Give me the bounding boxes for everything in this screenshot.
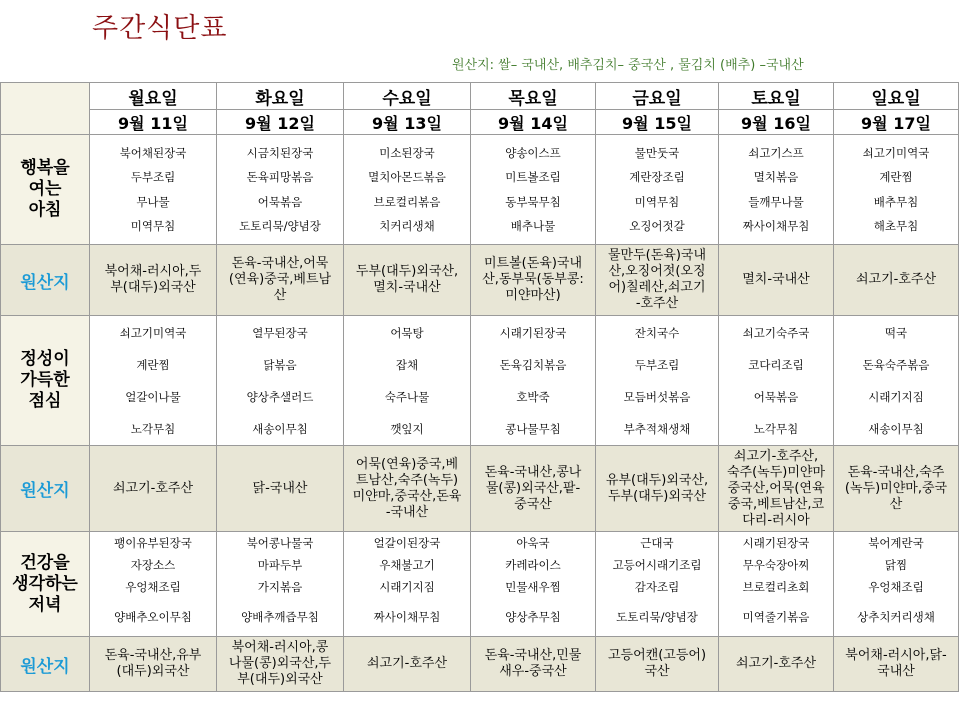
origin-text-line: 산,오징어젓(오징: [608, 264, 706, 279]
origin-text-line: 국내산: [877, 664, 915, 679]
menu-item: 미역무침: [634, 194, 680, 209]
menu-item: 새송이무침: [252, 421, 308, 436]
menu-item: 오징어젓갈: [629, 219, 685, 233]
origin-text-line: 북어채-러시아,콩: [231, 640, 329, 655]
menu-item: 해초무침: [873, 219, 919, 233]
date-header: 9월 14일: [471, 110, 596, 135]
origin-text-line: 쇠고기-호주산: [855, 272, 937, 287]
breakfast-row: [1, 135, 959, 245]
menu-item: 감자조림: [634, 580, 680, 594]
menu-item: 동부묵무침: [505, 194, 561, 209]
menu-item: 미소된장국: [379, 145, 435, 160]
menu-item: 북어계란국: [868, 536, 924, 550]
menu-cell: [596, 135, 719, 245]
origin-text-line: 트남산,숙주(녹두): [355, 472, 459, 488]
menu-item: 아욱국: [516, 536, 550, 550]
origin-text-line: 고등어캔(고등어): [607, 648, 707, 663]
menu-item: 열무된장국: [252, 325, 308, 340]
menu-item: 배추나물: [510, 219, 556, 233]
menu-cell: [90, 316, 217, 446]
menu-item: 새송이무침: [868, 421, 924, 436]
day-header: 화요일: [217, 83, 344, 110]
origin-text-line: (연육)중국,베트남: [228, 272, 332, 287]
menu-item: 얼갈이나물: [125, 389, 181, 404]
menu-cell: [344, 316, 471, 446]
menu-item: 짜사이채무침: [742, 219, 810, 233]
menu-item: 팽이유부된장국: [114, 536, 192, 550]
menu-item: 도토리묵/양념장: [616, 610, 698, 624]
origin-cell: [471, 245, 596, 316]
origin-text-line: 부(대두)외국산: [110, 280, 196, 295]
menu-item: 두부조림: [634, 357, 680, 372]
origin-text-line: 숙주(녹두)미얀마: [726, 464, 826, 480]
origin-text-line: 새우-중국산: [499, 664, 567, 679]
origin-text-line: 국산: [644, 664, 670, 679]
origin-text-line: 쇠고기-호주산,: [733, 448, 819, 464]
date-header: 9월 13일: [344, 110, 471, 135]
menu-item: 부추적채생채: [623, 421, 691, 436]
origin-cell: [344, 446, 471, 532]
menu-item: 우엉채조림: [868, 580, 924, 594]
origin-cell: [834, 637, 959, 692]
origin-text-line: 산: [889, 496, 903, 512]
menu-item: 돈육피망볶음: [246, 170, 314, 184]
origin-text-line: 중국산,어묵(연육: [727, 480, 825, 496]
menu-cell: [344, 135, 471, 245]
menu-item: 멸치볶음: [753, 170, 799, 184]
menu-item: 쇠고기스프: [748, 145, 804, 160]
menu-item: 멸치아몬드볶음: [368, 170, 446, 184]
lunch-label: [1, 316, 90, 446]
origin-cell: [719, 446, 834, 532]
origin-text-line: 어묵(연육)중국,베: [355, 456, 459, 472]
origin-text-line: 두부(대두)외국산: [607, 488, 707, 504]
menu-item: 시래기된장국: [742, 536, 810, 550]
origin-text-line: 물(콩)외국산,팥-: [485, 480, 581, 496]
menu-item: 자장소스: [130, 558, 176, 572]
meal-label-line: 여는: [28, 179, 62, 199]
menu-item: 쇠고기미역국: [119, 325, 187, 340]
menu-item: 짜사이채무침: [373, 610, 441, 624]
menu-item: 쇠고기숙주국: [742, 325, 810, 340]
menu-item: 시래기지짐: [868, 389, 924, 404]
origin-cell: [834, 245, 959, 316]
menu-item: 계란장조림: [629, 170, 685, 184]
menu-item: 콩나물무침: [505, 421, 561, 436]
origin-cell: [344, 637, 471, 692]
meal-label-line: 건강을: [20, 552, 70, 573]
origin-text-line: 중국산: [514, 496, 552, 512]
origin-text-line: -국내산: [385, 504, 429, 520]
menu-cell: [471, 532, 596, 637]
meal-label-line: 가득한: [20, 370, 70, 390]
menu-item: 시래기된장국: [499, 325, 567, 340]
menu-item: 마파두부: [257, 558, 303, 572]
menu-item: 브로컬리초회: [742, 580, 810, 594]
menu-item: 잔치국수: [634, 325, 680, 340]
origin-text-line: 나물(콩)외국산,두: [228, 656, 332, 671]
menu-cell: [719, 316, 834, 446]
origin-cell: [471, 637, 596, 692]
menu-item: 양배추오이무침: [114, 610, 192, 624]
menu-cell: [471, 135, 596, 245]
menu-item: 닭볶음: [263, 357, 297, 372]
meal-label-line: 생각하는: [12, 573, 78, 594]
origin-text-line: 돈육-국내산,숙주: [847, 464, 945, 480]
origin-text-line: 두부(대두)외국산,: [355, 264, 459, 279]
origin-text-line: 부(대두)외국산: [237, 672, 323, 687]
menu-item: 상추치커리생채: [857, 610, 935, 624]
menu-item: 물만둣국: [634, 145, 680, 160]
origin-text-line: 산: [273, 288, 287, 303]
menu-item: 떡국: [884, 325, 908, 340]
menu-cell: [834, 316, 959, 446]
menu-item: 도토리묵/양념장: [239, 219, 321, 233]
origin-text-line: 멸치-국내산: [742, 272, 810, 287]
day-header: 토요일: [719, 83, 834, 110]
menu-cell: [596, 316, 719, 446]
menu-cell: [217, 135, 344, 245]
menu-item: 깻잎지: [390, 421, 424, 436]
origin-cell: [719, 245, 834, 316]
origin-cell: [596, 446, 719, 532]
menu-item: 우엉채조림: [125, 580, 181, 594]
origin-cell: [834, 446, 959, 532]
origin-note: 원산지: 쌀– 국내산, 배추김치– 중국산 , 물김치 (배추) –국내산: [452, 58, 804, 73]
origin-text-line: 쇠고기-호주산: [366, 656, 448, 671]
origin-text-line: 돈육-국내산,콩나: [484, 464, 582, 480]
origin-text-line: 쇠고기-호주산: [112, 480, 194, 496]
menu-item: 카레라이스: [505, 558, 561, 572]
origin-cell: [596, 245, 719, 316]
origin-text-line: 미얀마산): [505, 288, 561, 303]
meal-label-line: 저녁: [28, 594, 62, 615]
menu-item: 브로컬리볶음: [373, 194, 441, 209]
date-header: 9월 15일: [596, 110, 719, 135]
menu-item: 어묵볶음: [753, 389, 799, 404]
menu-item: 북어채된장국: [119, 145, 187, 160]
menu-item: 어묵볶음: [257, 194, 303, 209]
day-header: 수요일: [344, 83, 471, 110]
menu-item: 근대국: [640, 536, 674, 550]
origin-cell: [719, 637, 834, 692]
menu-item: 양상추샐러드: [246, 389, 314, 404]
meal-label-line: 점심: [28, 391, 62, 411]
date-header: 9월 12일: [217, 110, 344, 135]
menu-item: 양상추무침: [505, 610, 561, 624]
meal-label-line: 아침: [28, 200, 62, 220]
origin-row-label: 원산지: [1, 637, 90, 692]
origin-text-line: 북어채-러시아,닭-: [845, 648, 947, 663]
origin-text-line: 미트볼(돈육)국내: [483, 256, 583, 271]
origin-text-line: (녹두)미얀마,중국: [844, 480, 948, 496]
day-header: 목요일: [471, 83, 596, 110]
origin-cell: [217, 637, 344, 692]
dinner-origin-row: [1, 637, 959, 692]
origin-cell: [217, 446, 344, 532]
origin-cell: [217, 245, 344, 316]
menu-item: 시금치된장국: [246, 145, 314, 160]
menu-item: 호박죽: [516, 389, 550, 404]
origin-text-line: 돈육-국내산,어묵: [231, 256, 329, 271]
menu-item: 미트볼조림: [505, 170, 561, 184]
dinner-row: [1, 532, 959, 637]
lunch-row: [1, 316, 959, 446]
menu-item: 미역무침: [130, 219, 176, 233]
origin-cell: [90, 245, 217, 316]
menu-cell: [217, 532, 344, 637]
menu-cell: [90, 532, 217, 637]
menu-item: 시래기지짐: [379, 580, 435, 594]
menu-item: 노각무침: [130, 421, 176, 436]
date-header: 9월 16일: [719, 110, 834, 135]
origin-text-line: 쇠고기-호주산: [735, 656, 817, 671]
origin-text-line: 돈육-국내산,민물: [484, 648, 582, 663]
menu-item: 들깨무나물: [748, 194, 804, 209]
dinner-label: [1, 532, 90, 637]
origin-text-line: -호주산: [635, 296, 679, 311]
origin-cell: [596, 637, 719, 692]
menu-item: 무나물: [136, 194, 170, 209]
menu-cell: [344, 532, 471, 637]
menu-item: 미역줄기볶음: [742, 610, 810, 624]
origin-text-line: 닭-국내산: [252, 480, 308, 496]
menu-cell: [719, 135, 834, 245]
menu-item: 민물새우찜: [505, 580, 561, 594]
origin-cell: [471, 446, 596, 532]
menu-item: 돈육숙주볶음: [862, 357, 930, 372]
origin-cell: [90, 637, 217, 692]
origin-row-label: 원산지: [1, 446, 90, 532]
menu-item: 치커리생채: [379, 219, 435, 233]
menu-cell: [834, 135, 959, 245]
menu-item: 노각무침: [753, 421, 799, 436]
menu-cell: [834, 532, 959, 637]
meal-label-line: 정성이: [20, 349, 70, 369]
menu-cell: [90, 135, 217, 245]
menu-item: 양배추깨즙무침: [241, 610, 319, 624]
meal-label-line: 행복을: [20, 158, 70, 178]
origin-text-line: 미얀마,중국산,돈육: [352, 488, 462, 504]
lunch-origin-row: [1, 446, 959, 532]
date-header: 9월 17일: [834, 110, 959, 135]
breakfast-origin-row: [1, 245, 959, 316]
corner-cell: [1, 83, 90, 135]
menu-cell: [217, 316, 344, 446]
origin-text-line: 물만두(돈육)국내: [607, 248, 707, 263]
date-header: 9월 11일: [90, 110, 217, 135]
menu-cell: [719, 532, 834, 637]
origin-text-line: (대두)외국산: [116, 664, 190, 679]
menu-item: 잡채: [395, 357, 419, 372]
menu-item: 돈육김치볶음: [499, 357, 567, 372]
day-header: 일요일: [834, 83, 959, 110]
menu-item: 모듬버섯볶음: [623, 389, 691, 404]
menu-item: 고등어시래기조림: [612, 558, 702, 572]
origin-text-line: 어)칠레산,쇠고기: [608, 280, 706, 295]
menu-item: 배추무침: [873, 194, 919, 209]
page-title: 주간식단표: [92, 13, 228, 44]
origin-text-line: 다리-러시아: [742, 512, 810, 528]
origin-cell: [344, 245, 471, 316]
origin-cell: [90, 446, 217, 532]
origin-text-line: 산,동부묵(동부콩:: [482, 272, 584, 287]
menu-table: [0, 82, 959, 692]
menu-item: 북어콩나물국: [246, 536, 314, 550]
origin-text-line: 멸치-국내산: [373, 280, 441, 295]
menu-item: 닭찜: [884, 558, 908, 572]
menu-item: 우채불고기: [379, 558, 435, 572]
menu-cell: [596, 532, 719, 637]
origin-text-line: 돈육-국내산,유부: [104, 648, 202, 663]
menu-item: 무우숙장아찌: [742, 558, 810, 572]
menu-item: 얼갈이된장국: [373, 536, 441, 550]
origin-text-line: 북어채-러시아,두: [104, 264, 202, 279]
menu-item: 양송이스프: [505, 145, 561, 160]
menu-cell: [471, 316, 596, 446]
origin-text-line: 중국,베트남산,코: [727, 496, 825, 512]
origin-text-line: 유부(대두)외국산,: [605, 472, 709, 488]
menu-item: 코다리조림: [748, 357, 804, 372]
menu-item: 가지볶음: [257, 580, 303, 594]
menu-item: 두부조림: [130, 170, 176, 184]
breakfast-label: [1, 135, 90, 245]
menu-item: 계란찜: [879, 170, 913, 184]
day-header: 금요일: [596, 83, 719, 110]
menu-item: 어묵탕: [390, 325, 424, 340]
menu-item: 쇠고기미역국: [862, 145, 930, 160]
date-header-row: [1, 110, 959, 135]
day-header-row: [1, 83, 959, 110]
day-header: 월요일: [90, 83, 217, 110]
menu-item: 숙주나물: [384, 389, 430, 404]
origin-row-label: 원산지: [1, 245, 90, 316]
menu-item: 계란찜: [136, 357, 170, 372]
